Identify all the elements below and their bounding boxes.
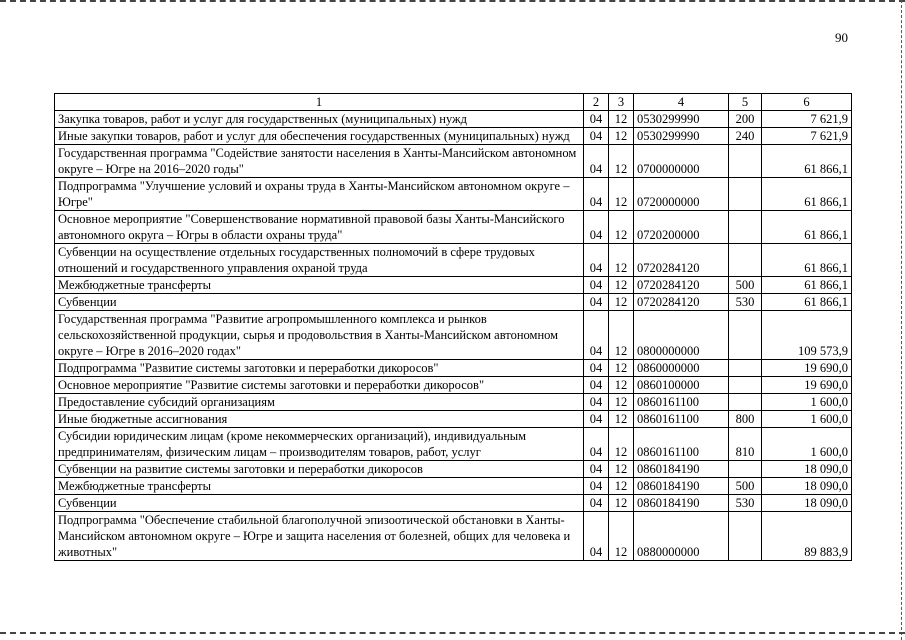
- table-row: [55, 178, 852, 211]
- row-name-cell: Подпрограмма "Улучшение условий и охраны труда в Ханты-Мансийском автономном округе – Югре": [55, 178, 584, 211]
- row-target-cell: 0720284120: [634, 244, 729, 277]
- row-subsection-cell: 12: [609, 311, 634, 360]
- row-amount-cell: 18 090,0: [762, 478, 852, 495]
- column-header: 3: [609, 94, 634, 111]
- row-name-cell: Государственная программа "Содействие занятости населения в Ханты-Мансийском автономном округе – Югре на 2016–2020 годы": [55, 145, 584, 178]
- table-row: [55, 211, 852, 244]
- row-type-cell: [729, 211, 762, 244]
- budget-table: [54, 93, 852, 561]
- row-target-cell: 0860100000: [634, 377, 729, 394]
- row-subsection-cell: 12: [609, 461, 634, 478]
- row-name-cell: Субвенции: [55, 495, 584, 512]
- row-target-cell: 0720200000: [634, 211, 729, 244]
- row-subsection-cell: 12: [609, 478, 634, 495]
- row-type-cell: [729, 145, 762, 178]
- row-target-cell: 0880000000: [634, 512, 729, 561]
- row-amount-cell: 61 866,1: [762, 211, 852, 244]
- row-name-cell: Основное мероприятие "Развитие системы заготовки и переработки дикоросов": [55, 377, 584, 394]
- table-row: [55, 394, 852, 411]
- row-target-cell: 0700000000: [634, 145, 729, 178]
- row-subsection-cell: 12: [609, 495, 634, 512]
- row-subsection-cell: 12: [609, 512, 634, 561]
- page-top-border: [0, 0, 905, 2]
- row-amount-cell: 18 090,0: [762, 495, 852, 512]
- row-name-cell: Межбюджетные трансферты: [55, 478, 584, 495]
- row-name-cell: Основное мероприятие "Совершенствование нормативной правовой базы Ханты-Мансийского автономного округа – Югры в области охраны труда": [55, 211, 584, 244]
- row-name-cell: Государственная программа "Развитие агропромышленного комплекса и рынков сельскохозяйственной продукции, сырья и продовольствия в Ханты-Мансийском автономном округе – Югре в 2016–2020 годах": [55, 311, 584, 360]
- row-section-cell: 04: [584, 461, 609, 478]
- row-name-cell: Межбюджетные трансферты: [55, 277, 584, 294]
- row-amount-cell: 1 600,0: [762, 411, 852, 428]
- table-row: [55, 461, 852, 478]
- table-row: [55, 128, 852, 145]
- row-target-cell: 0860184190: [634, 495, 729, 512]
- row-subsection-cell: 12: [609, 178, 634, 211]
- row-amount-cell: 1 600,0: [762, 394, 852, 411]
- row-amount-cell: 1 600,0: [762, 428, 852, 461]
- row-type-cell: 200: [729, 111, 762, 128]
- row-amount-cell: 61 866,1: [762, 244, 852, 277]
- row-type-cell: 240: [729, 128, 762, 145]
- row-section-cell: 04: [584, 478, 609, 495]
- row-target-cell: 0860184190: [634, 478, 729, 495]
- row-type-cell: [729, 512, 762, 561]
- row-name-cell: Иные закупки товаров, работ и услуг для обеспечения государственных (муниципальных) нужд: [55, 128, 584, 145]
- row-subsection-cell: 12: [609, 428, 634, 461]
- row-name-cell: Подпрограмма "Развитие системы заготовки и переработки дикоросов": [55, 360, 584, 377]
- row-type-cell: [729, 360, 762, 377]
- table-row: [55, 311, 852, 360]
- row-amount-cell: 19 690,0: [762, 360, 852, 377]
- row-subsection-cell: 12: [609, 145, 634, 178]
- row-target-cell: 0860161100: [634, 394, 729, 411]
- row-section-cell: 04: [584, 311, 609, 360]
- row-name-cell: Иные бюджетные ассигнования: [55, 411, 584, 428]
- row-section-cell: 04: [584, 244, 609, 277]
- row-amount-cell: 7 621,9: [762, 111, 852, 128]
- page-number: 90: [835, 30, 848, 45]
- row-name-cell: Закупка товаров, работ и услуг для государственных (муниципальных) нужд: [55, 111, 584, 128]
- row-section-cell: 04: [584, 145, 609, 178]
- row-section-cell: 04: [584, 128, 609, 145]
- row-subsection-cell: 12: [609, 128, 634, 145]
- row-type-cell: 810: [729, 428, 762, 461]
- table-row: [55, 377, 852, 394]
- table-row: [55, 294, 852, 311]
- row-target-cell: 0800000000: [634, 311, 729, 360]
- row-amount-cell: 61 866,1: [762, 294, 852, 311]
- table-row: [55, 495, 852, 512]
- row-section-cell: 04: [584, 111, 609, 128]
- row-amount-cell: 18 090,0: [762, 461, 852, 478]
- row-amount-cell: 7 621,9: [762, 128, 852, 145]
- page-bottom-border: [0, 632, 905, 634]
- row-subsection-cell: 12: [609, 294, 634, 311]
- row-section-cell: 04: [584, 394, 609, 411]
- row-subsection-cell: 12: [609, 411, 634, 428]
- table-row: [55, 478, 852, 495]
- row-subsection-cell: 12: [609, 377, 634, 394]
- row-amount-cell: 61 866,1: [762, 178, 852, 211]
- row-type-cell: 530: [729, 294, 762, 311]
- row-name-cell: Субвенции: [55, 294, 584, 311]
- row-name-cell: Предоставление субсидий организациям: [55, 394, 584, 411]
- row-target-cell: 0530299990: [634, 128, 729, 145]
- column-header: 4: [634, 94, 729, 111]
- column-header: 1: [55, 94, 584, 111]
- row-subsection-cell: 12: [609, 360, 634, 377]
- row-type-cell: [729, 394, 762, 411]
- row-type-cell: [729, 461, 762, 478]
- table-row: [55, 145, 852, 178]
- row-target-cell: 0860161100: [634, 411, 729, 428]
- row-section-cell: 04: [584, 428, 609, 461]
- table-row: [55, 360, 852, 377]
- row-amount-cell: 89 883,9: [762, 512, 852, 561]
- row-subsection-cell: 12: [609, 111, 634, 128]
- row-target-cell: 0720284120: [634, 294, 729, 311]
- table-row: [55, 512, 852, 561]
- row-subsection-cell: 12: [609, 211, 634, 244]
- row-amount-cell: 109 573,9: [762, 311, 852, 360]
- row-type-cell: [729, 178, 762, 211]
- row-amount-cell: 19 690,0: [762, 377, 852, 394]
- row-section-cell: 04: [584, 277, 609, 294]
- row-target-cell: 0720284120: [634, 277, 729, 294]
- row-target-cell: 0530299990: [634, 111, 729, 128]
- row-target-cell: 0860000000: [634, 360, 729, 377]
- row-section-cell: 04: [584, 411, 609, 428]
- table-row: [55, 111, 852, 128]
- table-row: [55, 277, 852, 294]
- table-row: [55, 411, 852, 428]
- row-section-cell: 04: [584, 211, 609, 244]
- column-header: 6: [762, 94, 852, 111]
- row-name-cell: Подпрограмма "Обеспечение стабильной благополучной эпизоотической обстановки в Ханты-Мансийском автономном округе – Югре и защита населения от болезней, общих для человека и животных": [55, 512, 584, 561]
- row-target-cell: 0720000000: [634, 178, 729, 211]
- table-row: [55, 428, 852, 461]
- row-target-cell: 0860184190: [634, 461, 729, 478]
- row-name-cell: Субвенции на осуществление отдельных государственных полномочий в сфере трудовых отношений и государственного управления охраной труда: [55, 244, 584, 277]
- row-amount-cell: 61 866,1: [762, 277, 852, 294]
- row-type-cell: [729, 244, 762, 277]
- table-row: [55, 244, 852, 277]
- row-section-cell: 04: [584, 360, 609, 377]
- page-right-border: [901, 0, 902, 640]
- row-section-cell: 04: [584, 377, 609, 394]
- row-type-cell: 530: [729, 495, 762, 512]
- table-header-row: [55, 94, 852, 111]
- row-subsection-cell: 12: [609, 394, 634, 411]
- column-header: 2: [584, 94, 609, 111]
- row-type-cell: 500: [729, 277, 762, 294]
- row-type-cell: [729, 311, 762, 360]
- row-section-cell: 04: [584, 512, 609, 561]
- row-type-cell: 800: [729, 411, 762, 428]
- row-subsection-cell: 12: [609, 244, 634, 277]
- row-section-cell: 04: [584, 178, 609, 211]
- row-subsection-cell: 12: [609, 277, 634, 294]
- row-section-cell: 04: [584, 495, 609, 512]
- row-name-cell: Субсидии юридическим лицам (кроме некоммерческих организаций), индивидуальным предпринимателям, физическим лицам – производителям товаров, работ, услуг: [55, 428, 584, 461]
- row-section-cell: 04: [584, 294, 609, 311]
- row-type-cell: 500: [729, 478, 762, 495]
- row-amount-cell: 61 866,1: [762, 145, 852, 178]
- column-header: 5: [729, 94, 762, 111]
- row-target-cell: 0860161100: [634, 428, 729, 461]
- table-body: [55, 94, 852, 561]
- row-name-cell: Субвенции на развитие системы заготовки и переработки дикоросов: [55, 461, 584, 478]
- row-type-cell: [729, 377, 762, 394]
